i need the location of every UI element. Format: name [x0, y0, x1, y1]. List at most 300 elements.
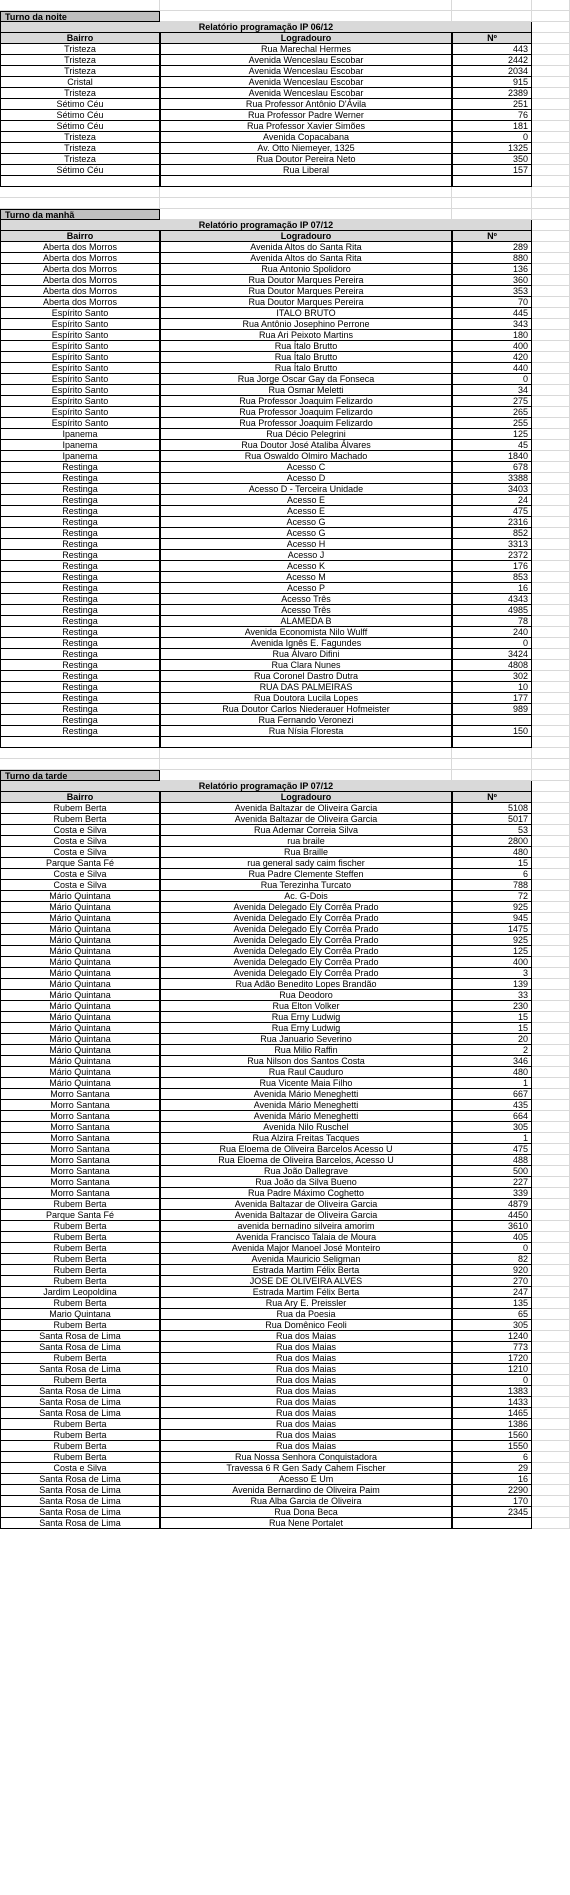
numero-cell: 773	[452, 1342, 532, 1353]
numero-cell: 33	[452, 990, 532, 1001]
numero-cell: 989	[452, 704, 532, 715]
bairro-cell: Santa Rosa de Lima	[0, 1364, 160, 1375]
empty-cell	[532, 517, 570, 528]
logradouro-cell	[160, 737, 452, 748]
logradouro-cell: Rua da Poesia	[160, 1309, 452, 1320]
bairro-cell: Mário Quintana	[0, 935, 160, 946]
empty-cell	[532, 605, 570, 616]
report-title-row	[0, 220, 570, 231]
table-row	[0, 836, 570, 847]
empty-cell	[532, 803, 570, 814]
numero-cell: 6	[452, 1452, 532, 1463]
empty-cell	[532, 550, 570, 561]
table-row	[0, 506, 570, 517]
bairro-cell: Mário Quintana	[0, 1012, 160, 1023]
empty-cell	[532, 154, 570, 165]
numero-cell: 475	[452, 1144, 532, 1155]
bairro-cell: Restinga	[0, 473, 160, 484]
numero-cell: 1325	[452, 143, 532, 154]
bairro-cell: Restinga	[0, 693, 160, 704]
bairro-cell: Rubem Berta	[0, 1419, 160, 1430]
empty-cell	[532, 1342, 570, 1353]
logradouro-cell: Rua dos Maias	[160, 1353, 452, 1364]
logradouro-cell: Avenida Altos do Santa Rita	[160, 242, 452, 253]
empty-cell	[532, 759, 570, 770]
empty-cell	[532, 11, 570, 22]
table-row	[0, 814, 570, 825]
table-row	[0, 847, 570, 858]
bairro-cell: Restinga	[0, 561, 160, 572]
empty-cell	[160, 770, 452, 781]
table-row	[0, 341, 570, 352]
table-row	[0, 154, 570, 165]
column-header-logradouro: Logradouro	[160, 231, 452, 242]
empty-cell	[532, 979, 570, 990]
empty-cell	[160, 748, 452, 759]
column-header-logradouro: Logradouro	[160, 33, 452, 44]
empty-cell	[532, 1276, 570, 1287]
table-row	[0, 594, 570, 605]
bairro-cell: Espírito Santo	[0, 407, 160, 418]
logradouro-cell: Rua Eloema de Oliveira Barcelos, Acesso U	[160, 1155, 452, 1166]
table-row	[0, 1265, 570, 1276]
logradouro-cell: Rua Marechal Hermes	[160, 44, 452, 55]
empty-cell	[0, 759, 160, 770]
bairro-cell: Santa Rosa de Lima	[0, 1397, 160, 1408]
table-row	[0, 1001, 570, 1012]
numero-cell: 500	[452, 1166, 532, 1177]
bairro-cell: Rubem Berta	[0, 1430, 160, 1441]
empty-cell	[532, 1166, 570, 1177]
numero-cell: 353	[452, 286, 532, 297]
logradouro-cell: Avenida Delegado Ely Corrêa Prado	[160, 968, 452, 979]
logradouro-cell: Estrada Martim Félix Berta	[160, 1265, 452, 1276]
numero-cell: 480	[452, 847, 532, 858]
table-row	[0, 825, 570, 836]
table-row	[0, 385, 570, 396]
empty-cell	[532, 418, 570, 429]
empty-cell	[452, 0, 532, 11]
logradouro-cell: Acesso Três	[160, 605, 452, 616]
logradouro-cell: Acesso E	[160, 495, 452, 506]
logradouro-cell: Rua Professor Joaquim Felizardo	[160, 418, 452, 429]
logradouro-cell: Avenida Delegado Ely Corrêa Prado	[160, 913, 452, 924]
table-row	[0, 1496, 570, 1507]
logradouro-cell: Rua João da Silva Bueno	[160, 1177, 452, 1188]
numero-cell: 302	[452, 671, 532, 682]
table-row	[0, 737, 570, 748]
table-row	[0, 880, 570, 891]
numero-cell: 4343	[452, 594, 532, 605]
table-row	[0, 550, 570, 561]
numero-cell: 24	[452, 495, 532, 506]
logradouro-cell: Rua Eloema de Oliveira Barcelos Acesso U	[160, 1144, 452, 1155]
logradouro-cell: Rua Padre Máximo Coghetto	[160, 1188, 452, 1199]
bairro-cell	[0, 737, 160, 748]
empty-cell	[532, 121, 570, 132]
empty-cell	[532, 55, 570, 66]
bairro-cell: Espírito Santo	[0, 374, 160, 385]
bairro-cell: Restinga	[0, 583, 160, 594]
numero-cell: 275	[452, 396, 532, 407]
report-title-row	[0, 22, 570, 33]
empty-cell	[532, 539, 570, 550]
bairro-cell: Aberta dos Morros	[0, 264, 160, 275]
empty-cell	[532, 1485, 570, 1496]
numero-cell: 136	[452, 264, 532, 275]
numero-cell: 1475	[452, 924, 532, 935]
logradouro-cell: Rua Antonio Spolidoro	[160, 264, 452, 275]
empty-cell	[532, 924, 570, 935]
empty-cell	[532, 1507, 570, 1518]
empty-cell	[532, 858, 570, 869]
empty-cell	[532, 1221, 570, 1232]
bairro-cell: Rubem Berta	[0, 1199, 160, 1210]
logradouro-cell: Acesso K	[160, 561, 452, 572]
report-title: Relatório programação IP 07/12	[0, 781, 532, 792]
numero-cell: 2290	[452, 1485, 532, 1496]
bairro-cell: Restinga	[0, 517, 160, 528]
numero-cell: 445	[452, 308, 532, 319]
numero-cell	[452, 176, 532, 187]
numero-cell: 177	[452, 693, 532, 704]
empty-cell	[532, 594, 570, 605]
bairro-cell: Mário Quintana	[0, 902, 160, 913]
empty-cell	[160, 198, 452, 209]
table-row	[0, 1166, 570, 1177]
logradouro-cell: Rua Ítalo Brutto	[160, 352, 452, 363]
table-row	[0, 143, 570, 154]
numero-cell: 2442	[452, 55, 532, 66]
numero-cell: 852	[452, 528, 532, 539]
empty-cell	[452, 770, 532, 781]
table-row	[0, 253, 570, 264]
numero-cell: 0	[452, 1243, 532, 1254]
table-row	[0, 561, 570, 572]
table-row	[0, 297, 570, 308]
numero-cell: 4985	[452, 605, 532, 616]
numero-cell: 289	[452, 242, 532, 253]
table-row	[0, 726, 570, 737]
logradouro-cell: Rua Professor Padre Werner	[160, 110, 452, 121]
empty-cell	[532, 176, 570, 187]
table-row	[0, 1111, 570, 1122]
table-row	[0, 1177, 570, 1188]
table-row	[0, 451, 570, 462]
logradouro-cell: Avenida Delegado Ely Corrêa Prado	[160, 957, 452, 968]
empty-cell	[532, 1518, 570, 1529]
bairro-cell: Restinga	[0, 550, 160, 561]
empty-cell	[532, 264, 570, 275]
empty-cell	[532, 1100, 570, 1111]
logradouro-cell	[160, 176, 452, 187]
column-header-row	[0, 792, 570, 803]
spacer-row	[0, 0, 570, 11]
logradouro-cell: rua braile	[160, 836, 452, 847]
logradouro-cell: Rua Jorge Oscar Gay da Fonseca	[160, 374, 452, 385]
bairro-cell: Restinga	[0, 682, 160, 693]
numero-cell: 2034	[452, 66, 532, 77]
numero-cell: 16	[452, 1474, 532, 1485]
empty-cell	[532, 330, 570, 341]
empty-cell	[532, 198, 570, 209]
bairro-cell: Mário Quintana	[0, 1078, 160, 1089]
empty-cell	[532, 110, 570, 121]
empty-cell	[532, 1397, 570, 1408]
table-row	[0, 715, 570, 726]
table-row	[0, 484, 570, 495]
table-row	[0, 891, 570, 902]
empty-cell	[532, 352, 570, 363]
numero-cell: 70	[452, 297, 532, 308]
empty-cell	[532, 77, 570, 88]
table-row	[0, 957, 570, 968]
spacer-row	[0, 748, 570, 759]
logradouro-cell: Rua dos Maias	[160, 1430, 452, 1441]
numero-cell	[452, 715, 532, 726]
table-row	[0, 1133, 570, 1144]
logradouro-cell: Rua Professor Joaquim Felizardo	[160, 407, 452, 418]
logradouro-cell: Rua Vicente Maia Filho	[160, 1078, 452, 1089]
logradouro-cell: Rua Clara Nunes	[160, 660, 452, 671]
logradouro-cell: JOSE DE OLIVEIRA ALVES	[160, 1276, 452, 1287]
table-row	[0, 132, 570, 143]
empty-cell	[532, 1364, 570, 1375]
numero-cell: 3610	[452, 1221, 532, 1232]
turno-row	[0, 11, 570, 22]
empty-cell	[532, 1474, 570, 1485]
logradouro-cell: Rua Ary E. Preissler	[160, 1298, 452, 1309]
logradouro-cell: Rua Fernando Veronezi	[160, 715, 452, 726]
empty-cell	[160, 187, 452, 198]
table-row	[0, 440, 570, 451]
empty-cell	[532, 429, 570, 440]
bairro-cell: Santa Rosa de Lima	[0, 1408, 160, 1419]
logradouro-cell: Rua Doutor Carlos Niederauer Hofmeister	[160, 704, 452, 715]
turno-label: Turno da manhã	[0, 209, 160, 220]
numero-cell: 1210	[452, 1364, 532, 1375]
logradouro-cell: Avenida Baltazar de Oliveira Garcia	[160, 1210, 452, 1221]
bairro-cell: Mário Quintana	[0, 913, 160, 924]
logradouro-cell: Acesso Três	[160, 594, 452, 605]
numero-cell: 15	[452, 858, 532, 869]
empty-cell	[532, 1155, 570, 1166]
column-header-numero: Nº	[452, 792, 532, 803]
bairro-cell: Tristeza	[0, 55, 160, 66]
empty-cell	[532, 286, 570, 297]
table-row	[0, 605, 570, 616]
bairro-cell: Santa Rosa de Lima	[0, 1496, 160, 1507]
logradouro-cell: Avenida Altos do Santa Rita	[160, 253, 452, 264]
logradouro-cell: Rua dos Maias	[160, 1375, 452, 1386]
logradouro-cell: Rua Doutor Marques Pereira	[160, 286, 452, 297]
empty-cell	[452, 198, 532, 209]
table-row	[0, 429, 570, 440]
bairro-cell: Aberta dos Morros	[0, 297, 160, 308]
table-row	[0, 374, 570, 385]
table-row	[0, 1122, 570, 1133]
empty-cell	[532, 66, 570, 77]
empty-cell	[532, 22, 570, 33]
table-row	[0, 913, 570, 924]
empty-cell	[452, 759, 532, 770]
numero-cell: 1	[452, 1133, 532, 1144]
numero-cell: 227	[452, 1177, 532, 1188]
table-row	[0, 462, 570, 473]
logradouro-cell: Rua Professor Antônio D'Ávila	[160, 99, 452, 110]
bairro-cell: Rubem Berta	[0, 1221, 160, 1232]
table-row	[0, 1144, 570, 1155]
table-row	[0, 803, 570, 814]
table-row	[0, 1419, 570, 1430]
bairro-cell: Restinga	[0, 572, 160, 583]
bairro-cell: Mário Quintana	[0, 1001, 160, 1012]
bairro-cell: Ipanema	[0, 451, 160, 462]
numero-cell: 480	[452, 1067, 532, 1078]
logradouro-cell: Rua Álvaro Difini	[160, 649, 452, 660]
numero-cell: 400	[452, 957, 532, 968]
logradouro-cell: Avenida Mauricio Seligman	[160, 1254, 452, 1265]
bairro-cell: Rubem Berta	[0, 1452, 160, 1463]
numero-cell: 1560	[452, 1430, 532, 1441]
empty-cell	[532, 33, 570, 44]
column-header-numero: Nº	[452, 33, 532, 44]
logradouro-cell: Rua Braille	[160, 847, 452, 858]
bairro-cell: Restinga	[0, 627, 160, 638]
empty-cell	[532, 407, 570, 418]
bairro-cell: Restinga	[0, 671, 160, 682]
empty-cell	[532, 1210, 570, 1221]
table-row	[0, 66, 570, 77]
empty-cell	[452, 187, 532, 198]
table-row	[0, 1045, 570, 1056]
bairro-cell: Restinga	[0, 638, 160, 649]
logradouro-cell: Rua Raul Cauduro	[160, 1067, 452, 1078]
numero-cell: 15	[452, 1012, 532, 1023]
bairro-cell: Santa Rosa de Lima	[0, 1485, 160, 1496]
bairro-cell: Morro Santana	[0, 1144, 160, 1155]
logradouro-cell: Rua Domênico Feoli	[160, 1320, 452, 1331]
bairro-cell: Costa e Silva	[0, 825, 160, 836]
table-row	[0, 704, 570, 715]
logradouro-cell: Rua Dona Beca	[160, 1507, 452, 1518]
numero-cell: 488	[452, 1155, 532, 1166]
empty-cell	[532, 671, 570, 682]
bairro-cell: Mário Quintana	[0, 946, 160, 957]
empty-cell	[532, 1199, 570, 1210]
numero-cell: 346	[452, 1056, 532, 1067]
logradouro-cell: Avenida Bernardino de Oliveira Paim	[160, 1485, 452, 1496]
logradouro-cell: Avenida Wenceslau Escobar	[160, 77, 452, 88]
table-row	[0, 286, 570, 297]
logradouro-cell: Rua Doutor Pereira Neto	[160, 154, 452, 165]
empty-cell	[532, 715, 570, 726]
logradouro-cell: Avenida Copacabana	[160, 132, 452, 143]
bairro-cell: Mario Quintana	[0, 1309, 160, 1320]
bairro-cell: Aberta dos Morros	[0, 286, 160, 297]
logradouro-cell: Rua Deodoro	[160, 990, 452, 1001]
empty-cell	[532, 1353, 570, 1364]
empty-cell	[532, 1375, 570, 1386]
table-row	[0, 616, 570, 627]
empty-cell	[532, 1298, 570, 1309]
empty-cell	[532, 1034, 570, 1045]
empty-cell	[532, 561, 570, 572]
numero-cell: 0	[452, 132, 532, 143]
empty-cell	[532, 1309, 570, 1320]
bairro-cell: Rubem Berta	[0, 1298, 160, 1309]
bairro-cell: Santa Rosa de Lima	[0, 1342, 160, 1353]
empty-cell	[532, 484, 570, 495]
numero-cell: 181	[452, 121, 532, 132]
bairro-cell: Tristeza	[0, 154, 160, 165]
logradouro-cell: Avenida Nilo Ruschel	[160, 1122, 452, 1133]
table-row	[0, 1067, 570, 1078]
bairro-cell: Tristeza	[0, 88, 160, 99]
table-row	[0, 1331, 570, 1342]
logradouro-cell: Rua dos Maias	[160, 1419, 452, 1430]
table-row	[0, 176, 570, 187]
logradouro-cell: Acesso P	[160, 583, 452, 594]
bairro-cell: Santa Rosa de Lima	[0, 1518, 160, 1529]
numero-cell: 72	[452, 891, 532, 902]
empty-cell	[532, 1144, 570, 1155]
empty-cell	[532, 220, 570, 231]
empty-cell	[532, 792, 570, 803]
bairro-cell: Rubem Berta	[0, 814, 160, 825]
logradouro-cell: Rua Ítalo Brutto	[160, 363, 452, 374]
empty-cell	[532, 1287, 570, 1298]
table-row	[0, 1474, 570, 1485]
bairro-cell: Cristal	[0, 77, 160, 88]
numero-cell: 230	[452, 1001, 532, 1012]
bairro-cell: Mário Quintana	[0, 1067, 160, 1078]
empty-cell	[532, 660, 570, 671]
bairro-cell: Espírito Santo	[0, 352, 160, 363]
table-row	[0, 649, 570, 660]
empty-cell	[532, 440, 570, 451]
logradouro-cell: Rua Ítalo Brutto	[160, 341, 452, 352]
numero-cell: 339	[452, 1188, 532, 1199]
bairro-cell: Santa Rosa de Lima	[0, 1331, 160, 1342]
numero-cell: 29	[452, 1463, 532, 1474]
empty-cell	[532, 451, 570, 462]
bairro-cell: Restinga	[0, 594, 160, 605]
numero-cell: 125	[452, 946, 532, 957]
report-title-row	[0, 781, 570, 792]
logradouro-cell: Ac. G-Dois	[160, 891, 452, 902]
empty-cell	[532, 825, 570, 836]
bairro-cell: Morro Santana	[0, 1100, 160, 1111]
logradouro-cell: Rua Milio Raffin	[160, 1045, 452, 1056]
table-row	[0, 396, 570, 407]
table-row	[0, 979, 570, 990]
empty-cell	[532, 1188, 570, 1199]
logradouro-cell: Rua Terezinha Turcato	[160, 880, 452, 891]
logradouro-cell: Rua Nossa Senhora Conquistadora	[160, 1452, 452, 1463]
logradouro-cell: Acesso H	[160, 539, 452, 550]
table-row	[0, 1034, 570, 1045]
column-header-bairro: Bairro	[0, 33, 160, 44]
table-row	[0, 77, 570, 88]
logradouro-cell: Rua João Dallegrave	[160, 1166, 452, 1177]
numero-cell: 475	[452, 506, 532, 517]
numero-cell: 0	[452, 638, 532, 649]
logradouro-cell: Rua Ademar Correia Silva	[160, 825, 452, 836]
logradouro-cell: Acesso E	[160, 506, 452, 517]
logradouro-cell: RUA DAS PALMEIRAS	[160, 682, 452, 693]
logradouro-cell: Avenida Delegado Ely Corrêa Prado	[160, 924, 452, 935]
